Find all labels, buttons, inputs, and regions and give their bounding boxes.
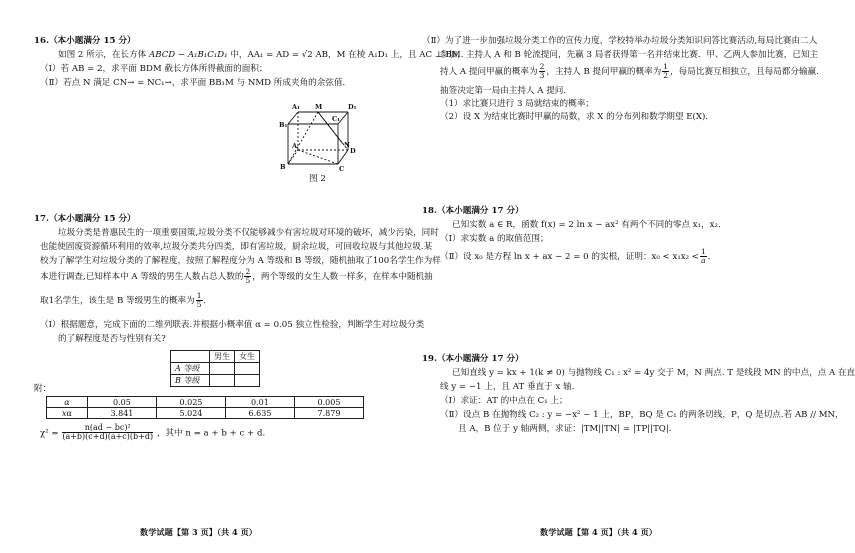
label-B: B — [280, 163, 286, 171]
label-N: N — [344, 141, 350, 149]
q17-line3-a: 本进行调查,已知样本中 A 等级的男生人数占总人数的 — [40, 271, 244, 282]
q17-sub2: （2）设 X 为结束比赛时甲赢的局数，求 X 的分布列和数学期望 E(X)． — [440, 112, 714, 122]
alpha-value: 0.05 — [87, 397, 156, 408]
x-alpha-value: 6.635 — [225, 408, 294, 419]
q19-part2-line1: （Ⅱ）设点 B 在抛物线 C₂ : y = −x² − 1 上，BP，BQ 是 C₁ 的两条切线，P，Q 是切点.若 AB // MN， — [440, 410, 844, 420]
fraction-1-2: $\frac{1}{2}$ — [663, 62, 669, 80]
chi-square-formula: χ² = $\frac{\text{n(ad − bc)²}}{(a+b)(c+d)(a+c)(b+d)}$ ，其中 n = a + b + c + d． — [40, 423, 272, 442]
alpha-value: 0.005 — [294, 397, 363, 408]
q17-para-line-last: 取1名学生，该生是 B 等级男生的概率为 $\frac{1}{5}$ ． — [40, 291, 213, 309]
q17-part2-line1: （Ⅱ）为了进一步加强垃圾分类工作的宣传力度，学校特举办垃圾分类知识问答比赛活动,每局比赛由二人 — [422, 36, 818, 46]
chi-fraction: $\frac{\text{n(ad − bc)²}}{(a+b)(c+d)(a+c)(b+d)}$ — [62, 423, 154, 442]
x-alpha-value: 3.841 — [87, 408, 156, 419]
q16-part1: （Ⅰ）若 AB = 2，求平面 BDM 截长方体所得截面的面积； — [40, 64, 268, 74]
label-A1: A₁ — [292, 103, 300, 111]
right-page — [400, 0, 855, 553]
q17-part2-line2: 参加，主持人 A 和 B 轮流提问，先赢 3 局者获得第一名并结束比赛．甲、乙两人参加比赛，已知主 — [440, 50, 819, 60]
cell — [210, 363, 235, 375]
footer-left: 数学试题【第 3 页】（共 4 页） — [140, 527, 257, 537]
row-a-label: A 等级 — [171, 363, 210, 375]
q17-header: 17.（本小题满分 15 分） — [34, 214, 136, 224]
contingency-table — [170, 350, 260, 387]
appendix-label: 附： — [34, 384, 52, 394]
x-alpha-header: xα — [47, 408, 88, 419]
label-B1: B₁ — [279, 121, 288, 129]
q19-part2-line2: 且 A，B 位于 y 轴两侧，求证：|TM||TN| = |TP||TQ|． — [458, 424, 678, 434]
label-D1: D₁ — [348, 103, 357, 111]
q18-part1: （Ⅰ）求实数 a 的取值范围； — [440, 234, 549, 244]
label-C: C — [339, 165, 345, 173]
q18-header: 18.（本小题满分 17 分） — [422, 206, 524, 216]
figure-caption: 图 2 — [309, 174, 326, 184]
alpha-value: 0.01 — [225, 397, 294, 408]
q17-sub1: （1）求比赛只进行 3 局就结束的概率； — [440, 99, 594, 109]
cell — [235, 375, 260, 387]
q16-box-name: ABCD − A₁B₁C₁D₁ — [149, 50, 228, 60]
cell — [235, 363, 260, 375]
q17-para-line-3 — [40, 268, 433, 285]
q17-para-line-2: 校为了解学生对垃圾分类的了解程度，按照了解程度分为 A 等级和 B 等级，随机抽取了100名学生作为样 — [40, 256, 441, 266]
q19-stem-line2: 线 y = −1 上，且 AT 垂直于 x 轴. — [440, 382, 575, 392]
q19-stem-line1: 已知直线 y = kx + 1(k ≠ 0) 与抛物线 C₁ : x² = 4y 交于 M，N 两点. T 是线段 MN 的中点，点 A 在直 — [452, 368, 855, 378]
q16-stem-prefix: 如图 2 所示，在长方体 — [58, 50, 147, 60]
label-M: M — [315, 103, 323, 111]
col-female: 女生 — [235, 351, 260, 363]
x-alpha-value: 5.024 — [156, 408, 225, 419]
q19-part1: （Ⅰ）求证：AT 的中点在 C₁ 上； — [440, 396, 568, 406]
q16-part2: （Ⅱ）若点 N 满足 CN→ = NC₁→，求平面 BB₁M 与 NMD 所成夹角的余弦值． — [40, 78, 352, 88]
footer-right: 数学试题【第 4 页】（共 4 页） — [540, 527, 657, 537]
q17-part1-line2: 的了解程度是否与性别有关? — [58, 334, 166, 344]
alpha-header: α — [47, 397, 88, 408]
fraction-2-3: $\frac{2}{3}$ — [539, 62, 545, 80]
row-b-label: B 等级 — [171, 375, 210, 387]
q16-stem-rest: 中，AA₁ = AD = √2 AB，M 在棱 A₁D₁ 上，且 AC ⊥ BM． — [230, 50, 470, 60]
label-D: D — [350, 147, 356, 155]
q17-part1-line1: （Ⅰ）根据题意，完成下面的二维列联表.并根据小概率值 α = 0.05 独立性检验，判断学生对垃圾分类 — [40, 320, 425, 330]
critical-value-table — [46, 396, 364, 419]
fraction-1-5: $\frac{1}{5}$ — [196, 291, 202, 309]
label-C1: C₁ — [332, 115, 341, 123]
q18-stem: 已知实数 a ∈ R，函数 f(x) = 2 ln x − ax² 有两个不同的零点 x₁，x₂． — [452, 220, 727, 230]
fraction-1-a: $\frac{1}{a}$ — [701, 247, 706, 265]
q18-part2: （Ⅱ）设 x₀ 是方程 ln x + ax − 2 = 0 的实根，证明：x₀ < x₁x₂ < $\frac{1}{a}$ ． — [440, 247, 717, 265]
q17-part2-line4: 抽签决定第一局由主持人 A 提问． — [440, 86, 572, 96]
q17-para-line-1: 也能使固废资源循环利用的效率,垃圾分类共分四类，即有害垃圾，厨余垃圾，可回收垃圾与其他垃圾.某 — [40, 242, 433, 252]
col-male: 男生 — [210, 351, 235, 363]
label-A: A — [292, 142, 298, 150]
q17-para-line-0: 垃圾分类是普惠民生的一项重要国策,垃圾分类不仅能够减少有害垃圾对环境的破坏，减少污染，同时 — [58, 228, 439, 238]
alpha-value: 0.025 — [156, 397, 225, 408]
q19-header: 19.（本小题满分 17 分） — [422, 354, 524, 364]
cell — [210, 375, 235, 387]
q17-part2-line3: 持人 A 提问甲赢的概率为 $\frac{2}{3}$ ，主持人 B 提问甲赢的概率为 $\frac{1}{2}$ ，每局比赛互相独立，且每局都分输赢. — [440, 62, 819, 80]
x-alpha-value: 7.879 — [294, 408, 363, 419]
q16-header: 16.（本小题满分 15 分） — [34, 36, 136, 46]
cuboid-figure — [270, 100, 370, 180]
fraction-2-5: $\frac{2}{5}$ — [245, 267, 251, 285]
q17-line3-b: ，两个等级的女生人数一样多，在样本中随机抽 — [252, 271, 433, 282]
